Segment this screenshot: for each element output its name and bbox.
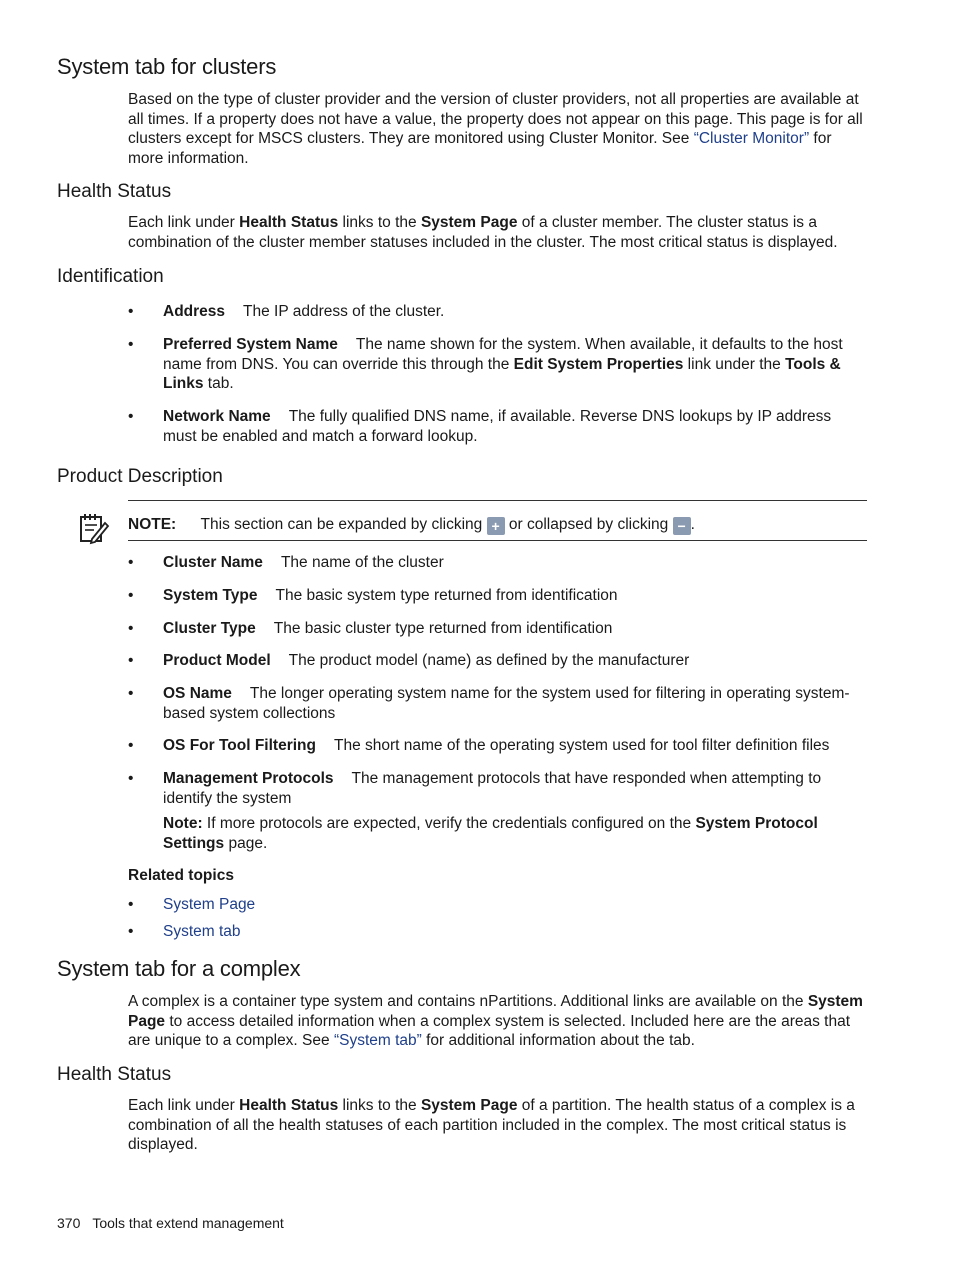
clusters-intro xyxy=(128,90,868,168)
text: A complex is a container type system and contains nPartitions. Additional links are available on the xyxy=(128,993,808,1010)
description: The longer operating system name for the system used for filtering in operating system-based system collections xyxy=(163,685,850,722)
note-pencil-icon xyxy=(78,511,110,545)
bullet-dot: • xyxy=(128,923,134,940)
term: Cluster Type xyxy=(163,620,256,637)
page-number: 370 xyxy=(57,1215,81,1231)
term: System Type xyxy=(163,587,258,604)
term: Preferred System Name xyxy=(163,336,338,353)
expand-plus-icon[interactable]: + xyxy=(487,517,505,535)
cluster-monitor-link[interactable]: “Cluster Monitor” xyxy=(693,130,810,147)
system-tab-inline-link[interactable]: “System tab” xyxy=(333,1032,422,1049)
description: The short name of the operating system used for tool filter definition files xyxy=(333,737,830,754)
description: tab. xyxy=(203,375,234,392)
term: Address xyxy=(163,303,226,320)
text: of a partition. The health status of a complex is a combination of all the health statuses of each partition included in the complex. The most critical status is displayed. xyxy=(128,1097,855,1153)
chapter-title: Tools that extend management xyxy=(92,1215,284,1231)
bullet-dot: • xyxy=(128,620,134,637)
text: to access detailed information when a complex system is selected. Included here are the areas that are unique to a complex. See xyxy=(128,1012,851,1049)
text: links to the xyxy=(338,214,421,231)
note-text: If more protocols are expected, verify the credentials configured on the xyxy=(202,815,696,832)
description: link under the xyxy=(683,355,786,373)
bullet-dot: • xyxy=(128,303,134,320)
health-status-heading-1: Health Status xyxy=(57,181,172,202)
text: Each link under xyxy=(128,214,240,231)
text: links to the xyxy=(338,1097,421,1114)
note-text: This section can be expanded by clicking xyxy=(200,516,487,533)
collapse-minus-icon[interactable]: − xyxy=(673,517,691,535)
system-page-link[interactable]: System Page xyxy=(163,896,256,913)
description: The basic cluster type returned from identification xyxy=(273,620,613,637)
clusters-intro-text-end: for more information. xyxy=(128,130,832,167)
note-text: or collapsed by clicking xyxy=(504,516,673,533)
bold-text: System Page xyxy=(420,214,518,231)
bullet-dot: • xyxy=(128,587,134,604)
description: The product model (name) as defined by the manufacturer xyxy=(288,652,690,669)
text: of a cluster member. The cluster status is a combination of the cluster member statuses included in the cluster. The most critical status is displayed. xyxy=(128,214,838,251)
description: The name of the cluster xyxy=(280,554,444,571)
note-label: Note: xyxy=(163,815,203,832)
bold-text: System Protocol Settings xyxy=(163,815,818,852)
note-label: NOTE: xyxy=(128,516,177,533)
management-protocols-note xyxy=(163,814,868,853)
section-title-clusters: System tab for clusters xyxy=(57,54,277,79)
text: Each link under xyxy=(128,1097,240,1114)
note-line xyxy=(128,515,868,535)
identification-heading: Identification xyxy=(57,266,164,287)
bullet-dot: • xyxy=(128,554,134,571)
related-topics-heading: Related topics xyxy=(128,867,234,884)
note-top-rule xyxy=(128,500,867,501)
health-status-paragraph-2 xyxy=(128,1096,868,1155)
note-text: . xyxy=(690,516,695,533)
note-bottom-rule xyxy=(128,540,867,541)
bullet-dot: • xyxy=(128,770,134,787)
description: The name shown for the system. When available, it defaults to the host name from DNS. You can override this through the xyxy=(163,336,843,373)
term: OS For Tool Filtering xyxy=(163,737,316,754)
page-footer xyxy=(57,1215,284,1231)
bullet-dot: • xyxy=(128,685,134,702)
complex-intro xyxy=(128,992,868,1051)
term: Network Name xyxy=(163,408,271,425)
clusters-intro-text: Based on the type of cluster provider and the version of cluster providers, not all properties are available at all times. If a property does not have a value, the property does not appear on this page. This page is for all clusters except for MSCS clusters. They are monitored using Cluster Monitor. See xyxy=(128,91,863,147)
term: Management Protocols xyxy=(163,770,334,787)
description: The fully qualified DNS name, if available. Reverse DNS lookups by IP address must be enabled and match a forward lookup. xyxy=(163,408,832,445)
bold-text: System Page xyxy=(420,1097,518,1114)
bold-text: Edit System Properties xyxy=(513,355,684,373)
bullet-dot: • xyxy=(128,737,134,754)
system-tab-link[interactable]: System tab xyxy=(163,923,241,940)
bold-text: Health Status xyxy=(239,214,339,231)
bold-text: System Page xyxy=(128,993,863,1030)
bullet-dot: • xyxy=(128,408,134,425)
bold-text: Health Status xyxy=(239,1097,339,1114)
bullet-dot: • xyxy=(128,896,134,913)
note-text: page. xyxy=(224,834,268,852)
section-title-complex: System tab for a complex xyxy=(57,956,301,981)
text: for additional information about the tab. xyxy=(421,1032,695,1049)
description: The IP address of the cluster. xyxy=(243,303,445,320)
health-status-paragraph-1 xyxy=(128,213,868,252)
description: The management protocols that have responded when attempting to identify the system xyxy=(163,770,822,807)
bullet-dot: • xyxy=(128,652,134,669)
description: The basic system type returned from identification xyxy=(275,587,618,604)
bullet-dot: • xyxy=(128,336,134,353)
product-description-heading: Product Description xyxy=(57,466,223,487)
term: OS Name xyxy=(163,685,232,702)
term: Product Model xyxy=(163,652,271,669)
term: Cluster Name xyxy=(163,554,263,571)
health-status-heading-2: Health Status xyxy=(57,1064,172,1085)
bold-text: Tools & Links xyxy=(163,355,841,392)
